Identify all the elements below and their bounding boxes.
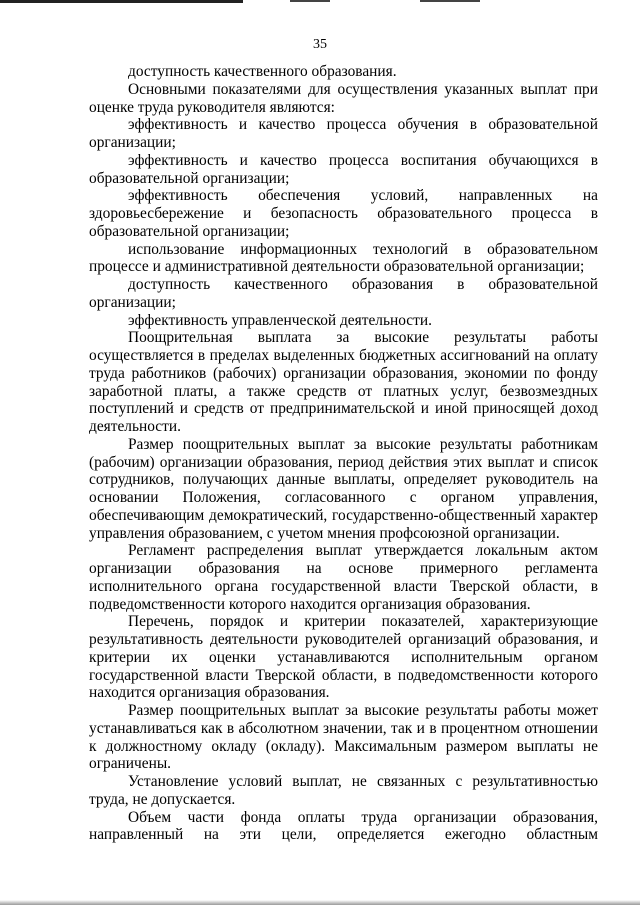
paragraph: доступность качественного образования. xyxy=(128,63,397,80)
scan-edge-bottom xyxy=(0,900,640,905)
list-item: эффективность управленческой деятельности. xyxy=(128,311,432,329)
page-number: 35 xyxy=(313,37,327,52)
paragraph: Перечень, порядок и критерии показателей, характеризующие результативность деятельности руководителей организаций образования, и критерии их оценки устанавливаются исполнительным органом государственной власти Тверской области, в подведомственности которого находится организация образования. xyxy=(89,613,598,702)
paragraph-continued: Объем части фонда оплаты труда организации образования, направленный на эти цели, определяется ежегодно областным xyxy=(89,808,598,844)
paragraph: Установление условий выплат, не связанных с результативностью труда, не допускается. xyxy=(89,773,598,808)
list-item: эффективность обеспечения условий, направленных на здоровьесбережение и безопасность образовательного процесса в образовательной организации; xyxy=(89,187,598,240)
scan-edge-mark xyxy=(290,0,330,2)
paragraph: Размер поощрительных выплат за высокие результаты работы может устанавливаться как в абсолютном значении, так и в процентном отношении к должностному окладу (окладу). Максимальным размером выплаты не ограничены. xyxy=(89,702,598,773)
list-item: использование информационных технологий в образовательном процессе и административной деятельности образовательной организации; xyxy=(89,240,598,276)
paragraph: Размер поощрительных выплат за высокие результаты работникам (рабочим) организации образования, период действия этих выплат и список сотрудников, получающих данные выплаты, определяет руководитель на основании Положения, согласованного с органом управления, обеспечивающим демократический, государственно-общественный характер управления образованием, с учетом мнения профсоюзной организации. xyxy=(89,435,598,542)
list-item: эффективность и качество процесса воспитания обучающихся в образовательной организации; xyxy=(89,151,598,187)
list-item: эффективность и качество процесса обучения в образовательной организации; xyxy=(89,116,598,151)
paragraph: Поощрительная выплата за высокие результаты работы осуществляется в пределах выделенных бюджетных ассигнований на оплату труда работников (рабочих) организации образования, экономии по фонду заработной платы, а также средств от платных услуг, безвозмездных поступлений и средств от предпринимательской и иной приносящей доход деятельности. xyxy=(89,329,598,435)
scan-edge-mark xyxy=(420,0,480,2)
document-body xyxy=(89,63,598,844)
list-item: доступность качественного образования в образовательной организации; xyxy=(89,276,598,311)
paragraph: Регламент распределения выплат утверждается локальным актом организации образования на основе примерного регламента исполнительного органа государственной власти Тверской области, в подведомственности которого находится организация образования. xyxy=(89,542,598,613)
paragraph: Основными показателями для осуществления указанных выплат при оценке труда руководителя являются: xyxy=(89,80,598,116)
